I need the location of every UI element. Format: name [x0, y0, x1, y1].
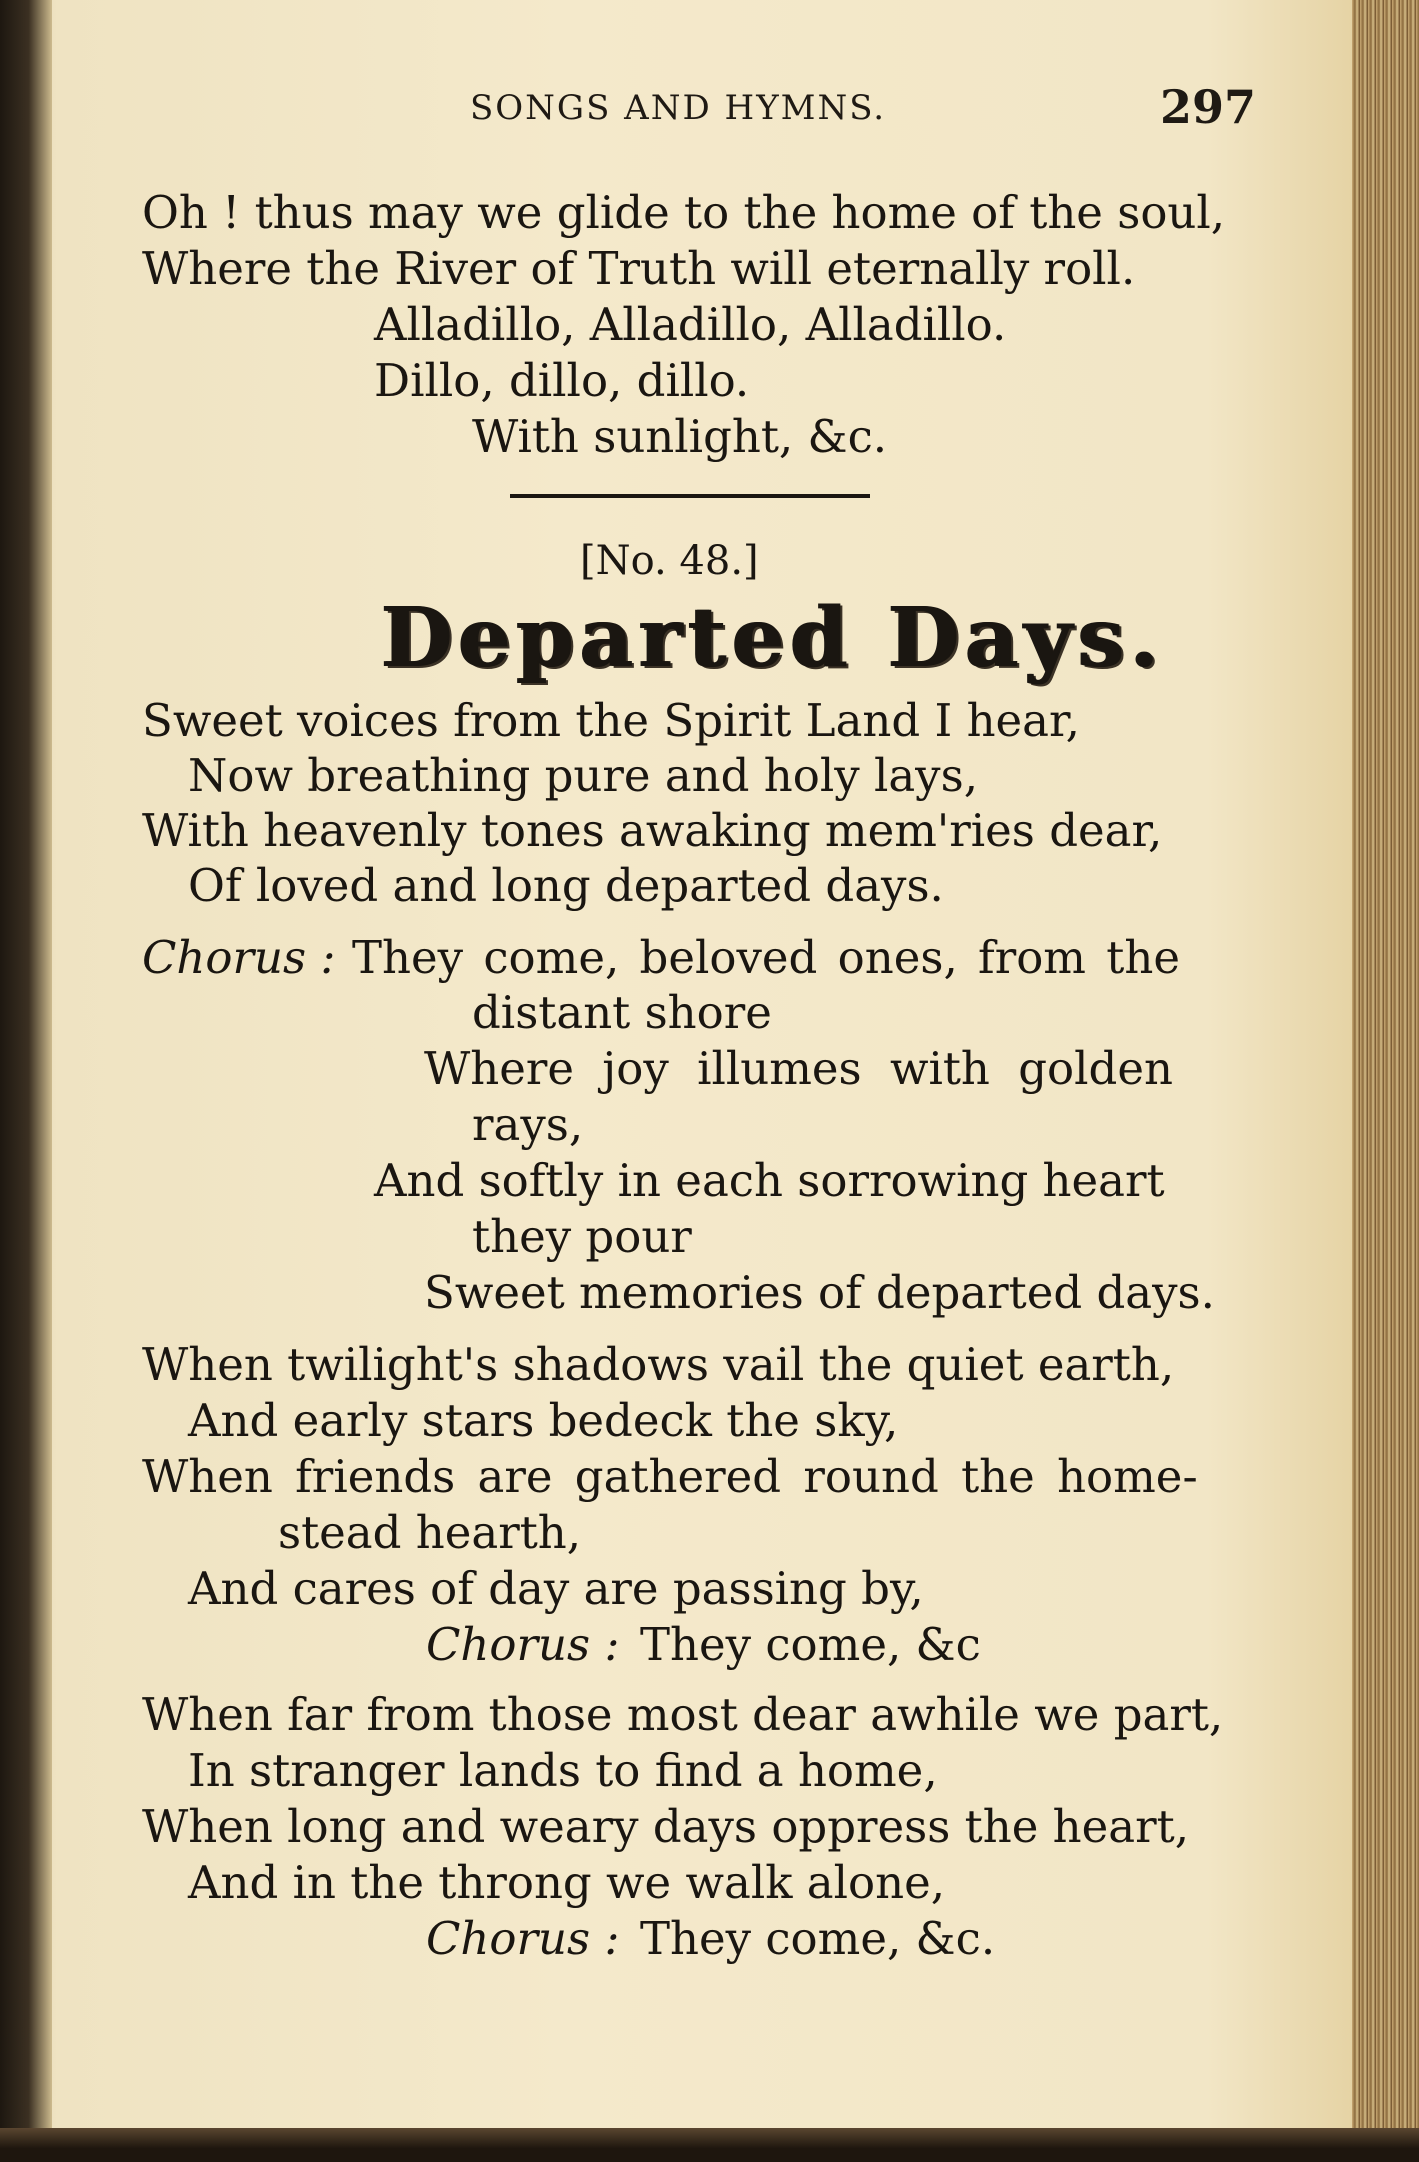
page-number: 297	[1160, 80, 1257, 134]
verse-line: stead hearth,	[278, 1506, 582, 1559]
verse-line: And early stars bedeck the sky,	[188, 1394, 899, 1447]
chorus-label: Chorus :	[426, 1912, 620, 1965]
chorus-line: Where joy illumes with golden	[424, 1042, 1173, 1095]
previous-hymn-line: Alladillo, Alladillo, Alladillo.	[374, 298, 1007, 351]
hymn-number: [No. 48.]	[580, 538, 759, 584]
verse-line: Of loved and long departed days.	[188, 859, 944, 912]
chorus-reference: They come, &c	[640, 1618, 981, 1671]
chorus-label: Chorus :	[426, 1618, 620, 1671]
hymn-title: Departed Days.	[380, 590, 1164, 686]
previous-hymn-line: Dillo, dillo, dillo.	[374, 354, 750, 407]
previous-hymn-line: With sunlight, &c.	[472, 410, 888, 463]
chorus-line: They come, beloved ones, from the	[352, 931, 1180, 984]
book-spine-shadow	[0, 0, 52, 2162]
verse-line: With heavenly tones awaking mem'ries dear,	[142, 804, 1163, 857]
verse-line: And cares of day are passing by,	[188, 1562, 924, 1615]
verse-line: In stranger lands to find a home,	[188, 1744, 938, 1797]
previous-hymn-line: Oh ! thus may we glide to the home of the soul,	[142, 186, 1226, 239]
chorus-label: Chorus :	[142, 931, 336, 984]
chorus-line: Sweet memories of departed days.	[424, 1266, 1215, 1319]
verse-line: When twilight's shadows vail the quiet earth,	[142, 1338, 1175, 1391]
chorus-line: they pour	[472, 1210, 692, 1263]
verse-line: Now breathing pure and holy lays,	[188, 749, 979, 802]
verse-line: Sweet voices from the Spirit Land I hear,	[142, 694, 1080, 747]
section-divider	[510, 494, 870, 498]
verse-line: When long and weary days oppress the heart,	[142, 1800, 1189, 1853]
running-head: SONGS AND HYMNS.	[470, 88, 887, 128]
book-bottom-edge	[0, 2128, 1419, 2162]
verse-line: And in the throng we walk alone,	[188, 1856, 946, 1909]
verse-line: When friends are gathered round the home-	[142, 1450, 1198, 1503]
chorus-line: And softly in each sorrowing heart	[374, 1154, 1165, 1207]
page-edges	[1352, 0, 1419, 2162]
chorus-line: distant shore	[472, 986, 772, 1039]
chorus-reference: They come, &c.	[640, 1912, 996, 1965]
chorus-line: rays,	[472, 1098, 584, 1151]
previous-hymn-line: Where the River of Truth will eternally roll.	[142, 242, 1136, 295]
verse-line: When far from those most dear awhile we part,	[142, 1688, 1224, 1741]
